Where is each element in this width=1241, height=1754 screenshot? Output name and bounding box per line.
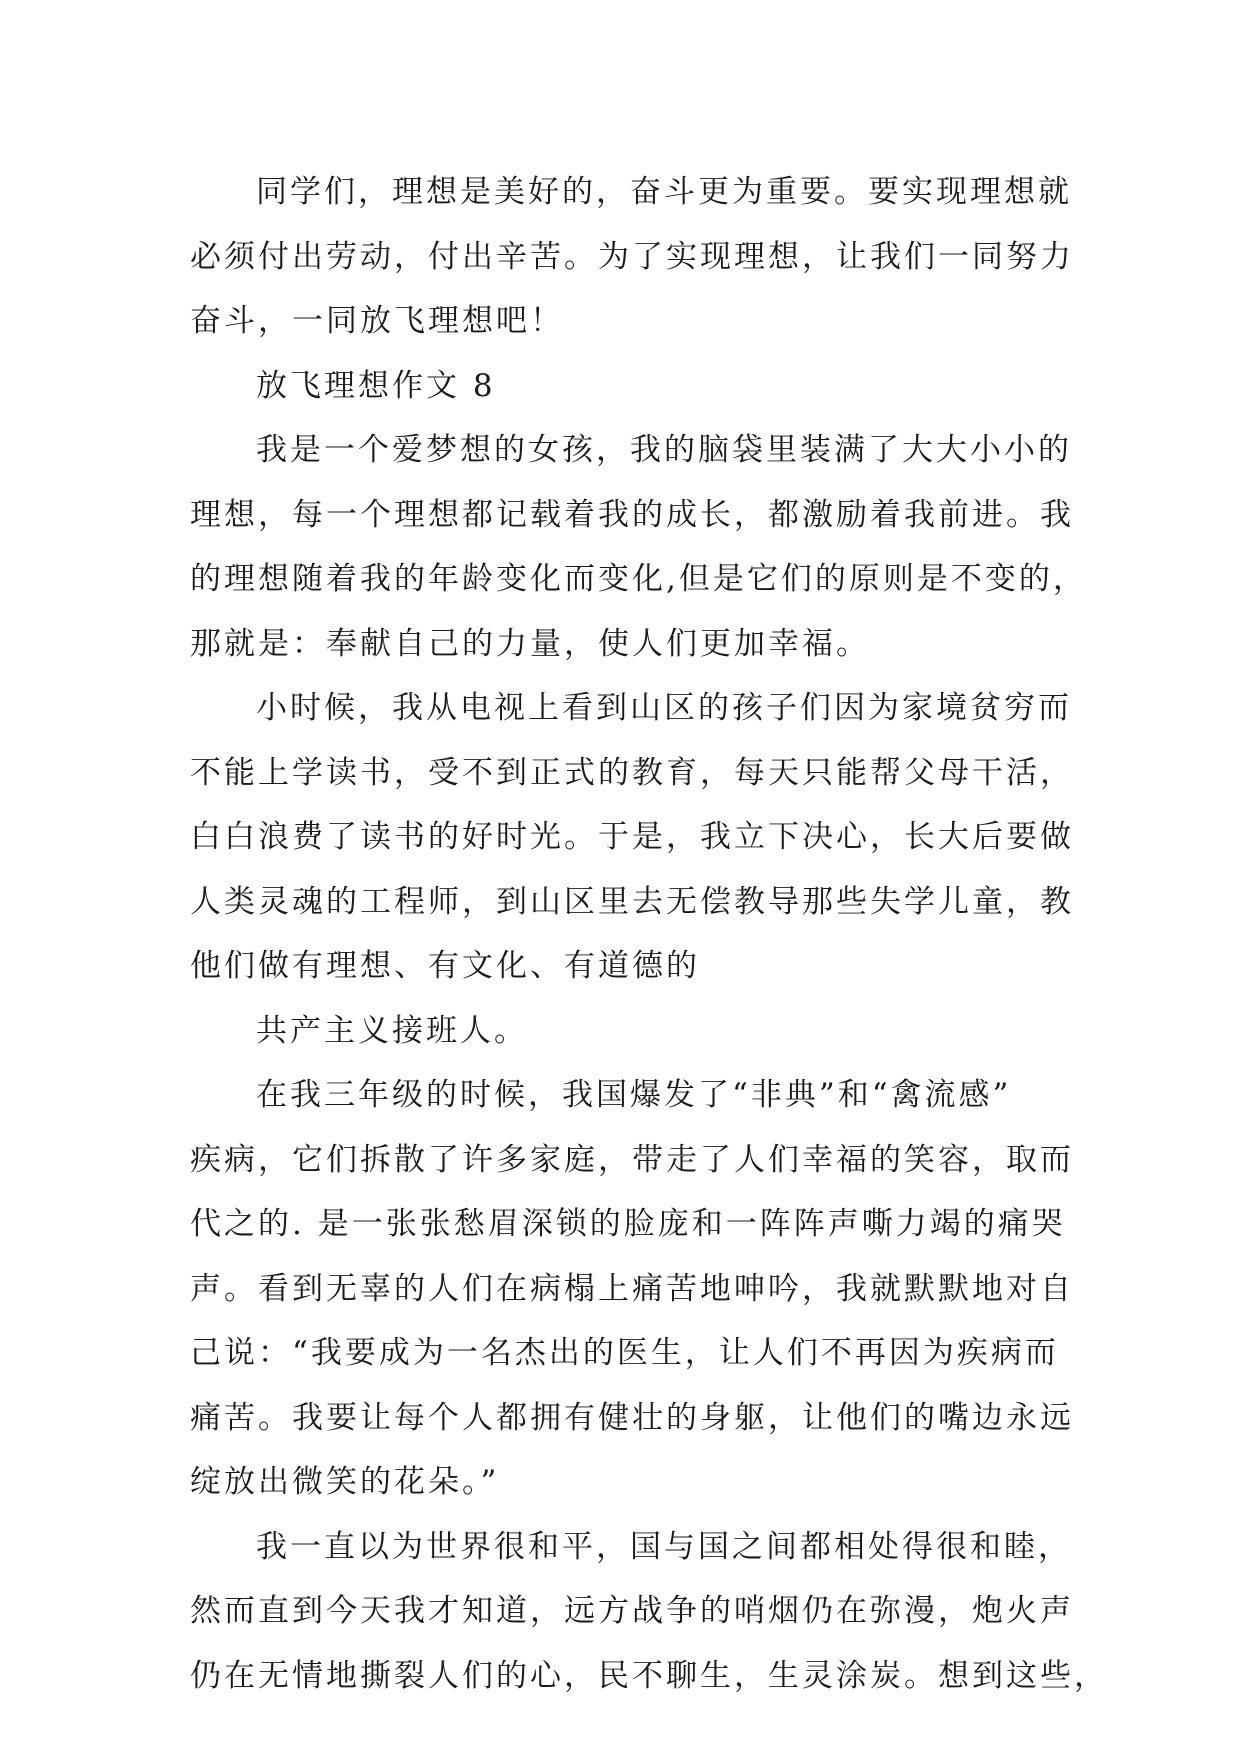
text-line: 不能上学读书，受不到正式的教育，每天只能帮父母干活， <box>190 754 1074 791</box>
text-line: 然而直到今天我才知道，远方战争的哨烟仍在弥漫，炮火声 <box>190 1593 1074 1629</box>
text-line: 奋斗，一同放飞理想吧！ <box>190 303 564 339</box>
text-line: 痛苦。我要让每个人都拥有健壮的身躯，让他们的嘴边永远 <box>190 1399 1074 1436</box>
text-line: 必须付出劳动，付出辛苦。为了实现理想，让我们一同努力 <box>190 238 1074 275</box>
text-line: 仍在无情地撕裂人们的心，民不聊生，生灵涂炭。想到这些， <box>190 1657 1108 1694</box>
text-line: 绽放出微笑的花朵。” <box>190 1464 500 1500</box>
section-heading: 放飞理想作文 8 <box>256 367 496 404</box>
text-line: 声。看到无辜的人们在病榻上痛苦地呻吟，我就默默地对自 <box>190 1270 1074 1307</box>
text-line: 那就是：奉献自己的力量，使人们更加幸福。 <box>190 625 870 662</box>
text-line: 白白浪费了读书的好时光。于是，我立下决心，长大后要做 <box>190 819 1074 855</box>
text-line: 共产主义接班人。 <box>256 1012 528 1049</box>
text-line: 我是一个爱梦想的女孩，我的脑袋里装满了大大小小的 <box>256 432 1072 468</box>
document-body <box>190 160 1108 1708</box>
text-line: 代之的. 是一张张愁眉深锁的脸庞和一阵阵声嘶力竭的痛哭 <box>190 1206 1066 1242</box>
text-line: 他们做有理想、有文化、有道德的 <box>190 948 700 984</box>
text-line: 人类灵魂的工程师，到山区里去无偿教导那些失学儿童，教 <box>190 883 1074 920</box>
text-line: 小时候，我从电视上看到山区的孩子们因为家境贫穷而 <box>256 690 1072 726</box>
text-line: 的理想随着我的年龄变化而变化,但是它们的原则是不变的， <box>190 561 1087 597</box>
text-line: 疾病，它们拆散了许多家庭，带走了人们幸福的笑容，取而 <box>190 1141 1074 1178</box>
text-line: 己说：“我要成为一名杰出的医生，让人们不再因为疾病而 <box>190 1335 1059 1371</box>
text-line: 在我三年级的时候，我国爆发了“非典”和“禽流感” <box>256 1077 1012 1113</box>
text-line: 理想，每一个理想都记载着我的成长，都激励着我前进。我 <box>190 496 1074 533</box>
text-line: 同学们，理想是美好的，奋斗更为重要。要实现理想就 <box>256 174 1072 210</box>
text-line: 我一直以为世界很和平，国与国之间都相处得很和睦， <box>256 1528 1072 1565</box>
